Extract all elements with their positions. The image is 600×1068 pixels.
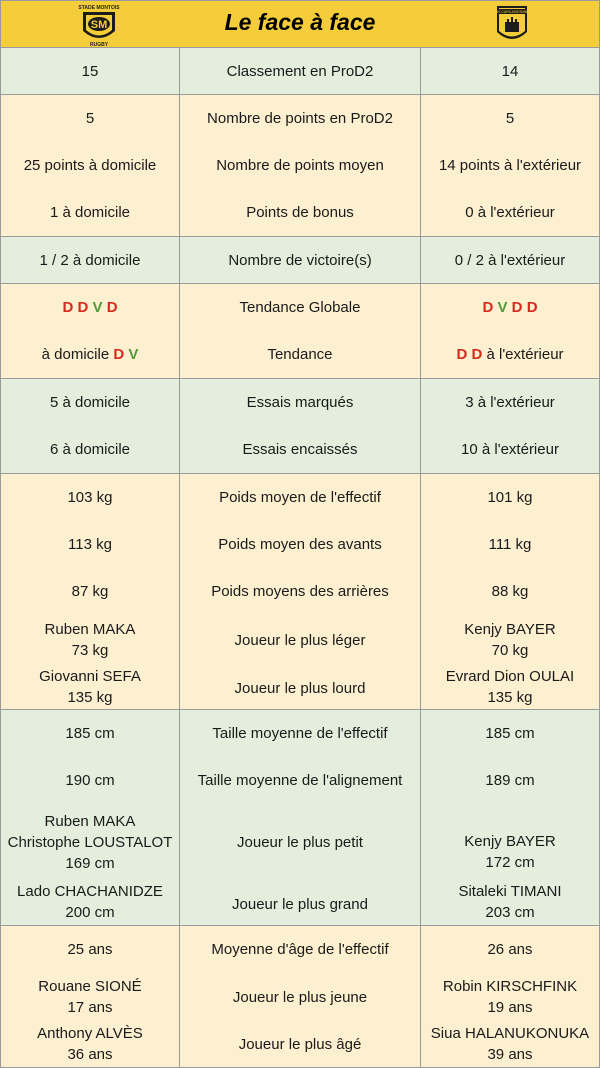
svg-text:RUGBY: RUGBY	[89, 42, 109, 47]
away-tries-conceded: 10 à l'extérieur	[461, 441, 559, 458]
away-trend	[421, 331, 599, 378]
label-oldest-player: Joueur le plus âgé	[238, 1035, 362, 1053]
home-backs-weight: 87 kg	[71, 583, 109, 600]
player-value: 39 ans	[487, 1046, 533, 1063]
home-wins: 1 / 2 à domicile	[39, 251, 141, 269]
away-ranking: 14	[501, 62, 519, 80]
home-avg-points: 25 points à domicile	[23, 157, 157, 174]
player-value: 73 kg	[71, 642, 109, 659]
label-lightest-player: Joueur le plus léger	[234, 631, 366, 649]
player-name: Giovanni SEFA	[39, 668, 141, 685]
label-ranking: Classement en ProD2	[226, 62, 374, 80]
label-trend: Tendance	[267, 346, 333, 363]
player-value: 19 ans	[487, 999, 533, 1016]
label-avg-age: Moyenne d'âge de l'effectif	[211, 941, 389, 958]
player-name: Lado CHACHANIDZE	[17, 883, 163, 900]
home-avg-weight: 103 kg	[67, 489, 113, 506]
label-lineout-height: Taille moyenne de l'alignement	[197, 772, 403, 789]
label-avg-points: Nombre de points moyen	[216, 157, 384, 174]
svg-text:SM: SM	[90, 19, 108, 31]
label-tries-conceded: Essais encaissés	[242, 441, 358, 458]
home-bonus: 1 à domicile	[49, 204, 131, 221]
home-shortest-player	[1, 809, 179, 875]
label-avg-height: Taille moyenne de l'effectif	[212, 725, 388, 742]
player-name: Kenjy BAYER	[464, 621, 556, 638]
trend-letters: D D V D	[62, 299, 118, 316]
player-value: 172 cm	[485, 854, 535, 871]
label-wins: Nombre de victoire(s)	[228, 251, 372, 269]
label-youngest-player: Joueur le plus jeune	[232, 988, 368, 1006]
us-carcassonne-logo	[495, 4, 529, 46]
label-tries-scored: Essais marqués	[246, 394, 354, 411]
away-avg-points: 14 points à l'extérieur	[438, 157, 582, 174]
header-bar	[1, 1, 599, 48]
away-bonus: 0 à l'extérieur	[465, 204, 555, 221]
svg-text:STADE MONTOIS: STADE MONTOIS	[78, 5, 120, 11]
player-value: 36 ans	[67, 1046, 113, 1063]
home-avg-height: 185 cm	[65, 725, 115, 742]
away-heaviest-player	[421, 664, 599, 710]
away-avg-height: 185 cm	[485, 725, 535, 742]
player-value: 135 kg	[67, 689, 113, 706]
player-value: 135 kg	[487, 689, 533, 706]
away-backs-weight: 88 kg	[491, 583, 529, 600]
label-trend-global: Tendance Globale	[239, 299, 361, 316]
home-ranking: 15	[81, 62, 99, 80]
away-points: 5	[505, 110, 515, 127]
player-value: 17 ans	[67, 999, 113, 1016]
player-value: 70 kg	[491, 642, 529, 659]
away-lineout-height: 189 cm	[485, 772, 535, 789]
player-name: Evrard Dion OULAI	[445, 668, 575, 685]
home-tallest-player	[1, 879, 179, 925]
home-trend	[1, 331, 179, 378]
label-backs-weight: Poids moyens des arrières	[211, 583, 389, 600]
away-wins: 0 / 2 à l'extérieur	[454, 251, 566, 269]
away-avg-weight: 101 kg	[487, 489, 533, 506]
player-name: Rouane SIONÉ	[38, 978, 142, 995]
label-points: Nombre de points en ProD2	[207, 110, 393, 127]
label-bonus: Points de bonus	[246, 204, 354, 221]
player-name: Siua HALANUKONUKA	[430, 1025, 590, 1042]
label-avg-weight: Poids moyen de l'effectif	[219, 489, 381, 506]
home-heaviest-player	[1, 664, 179, 710]
label-shortest-player: Joueur le plus petit	[237, 833, 363, 851]
home-points: 5	[85, 110, 95, 127]
player-name: Ruben MAKA	[44, 812, 136, 830]
away-youngest-player	[421, 974, 599, 1020]
label-tallest-player: Joueur le plus grand	[232, 895, 368, 913]
home-lightest-player	[1, 617, 179, 663]
trend-letters: D D à l'extérieur	[456, 346, 564, 363]
trend-letters: D V D D	[482, 299, 538, 316]
home-youngest-player	[1, 974, 179, 1020]
page-title: Le face à face	[224, 9, 376, 35]
home-tries-scored: 5 à domicile	[49, 394, 131, 411]
svg-text:US CARCASSONNE: US CARCASSONNE	[495, 10, 529, 14]
player-name: Kenjy BAYER	[464, 833, 556, 850]
away-shortest-player	[421, 809, 599, 875]
label-forwards-weight: Poids moyen des avants	[218, 536, 382, 553]
home-oldest-player	[1, 1021, 179, 1067]
player-value: 200 cm	[65, 904, 115, 921]
home-lineout-height: 190 cm	[65, 772, 115, 789]
player-name: Ruben MAKA	[44, 621, 136, 638]
player-value: 169 cm	[65, 854, 115, 872]
away-avg-age: 26 ans	[487, 941, 533, 958]
away-lightest-player	[421, 617, 599, 663]
trend-letters: à domicile D V	[41, 346, 139, 363]
home-forwards-weight: 113 kg	[68, 536, 112, 553]
player-name: Anthony ALVÈS	[37, 1025, 143, 1042]
player-value: 203 cm	[485, 904, 535, 921]
player-name: Sitaleki TIMANI	[458, 883, 562, 900]
away-tallest-player	[421, 879, 599, 925]
away-forwards-weight: 111 kg	[488, 536, 532, 553]
player-name: Christophe LOUSTALOT	[7, 833, 173, 851]
label-heaviest-player: Joueur le plus lourd	[234, 679, 366, 697]
away-tries-scored: 3 à l'extérieur	[465, 394, 555, 411]
home-trend-global	[1, 284, 179, 331]
home-tries-conceded: 6 à domicile	[49, 441, 131, 458]
home-avg-age: 25 ans	[67, 941, 113, 958]
away-trend-global	[421, 284, 599, 331]
away-oldest-player	[421, 1021, 599, 1067]
player-name: Robin KIRSCHFINK	[442, 978, 578, 995]
